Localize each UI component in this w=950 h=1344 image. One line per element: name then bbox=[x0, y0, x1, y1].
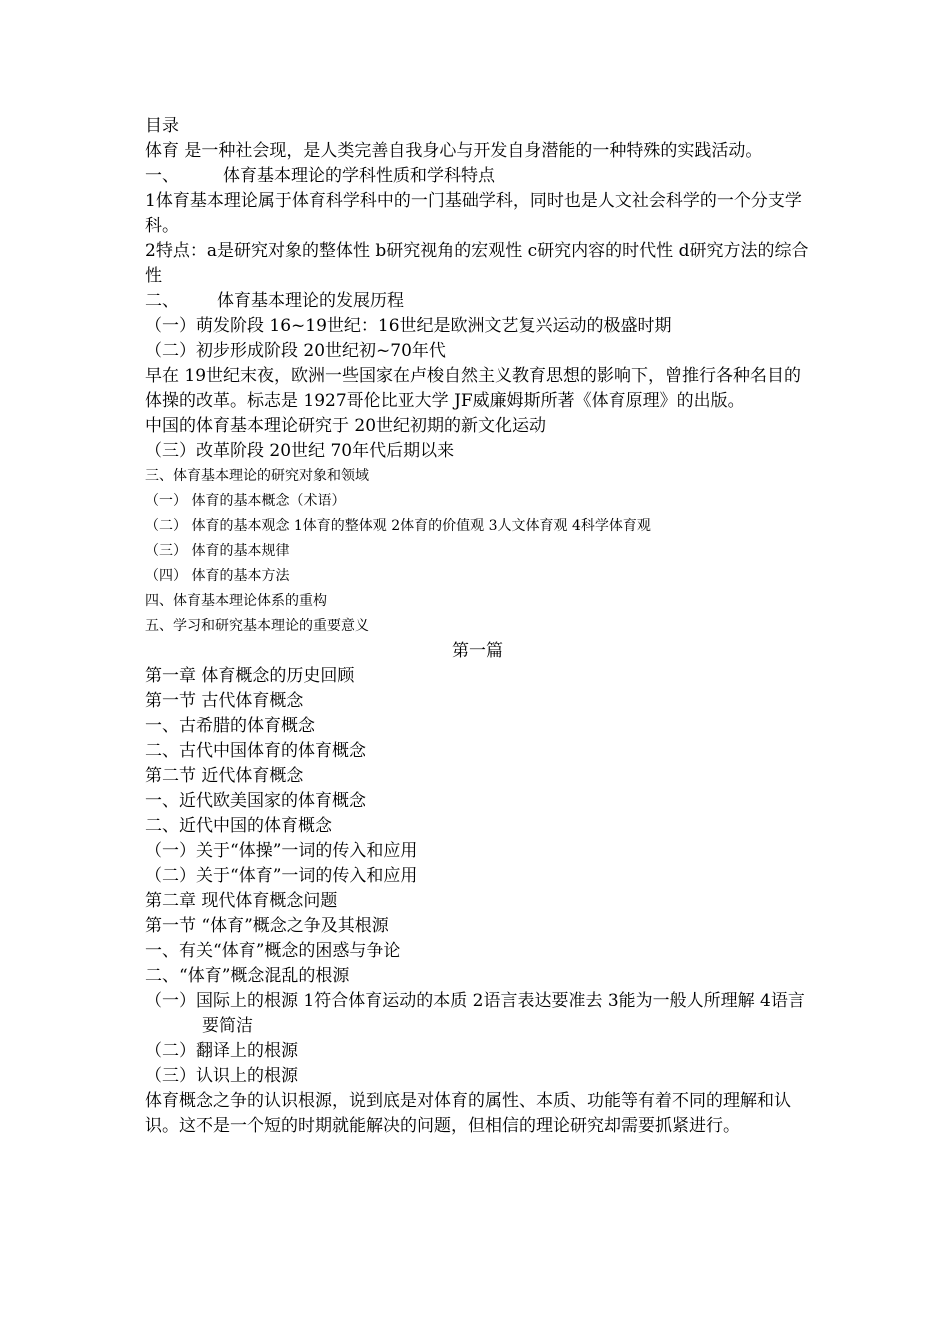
list-item: （三）认识上的根源 bbox=[145, 1066, 298, 1086]
subsection-heading: 第二节 近代体育概念 bbox=[145, 766, 304, 786]
paragraph: 中国的体育基本理论研究于 20世纪初期的新文化运动 bbox=[145, 416, 547, 436]
list-item: （二） 体育的基本观念 1体育的整体观 2体育的价值观 3人文体育观 4科学体育观 bbox=[145, 518, 651, 534]
part-title: 第一篇 bbox=[452, 641, 503, 661]
subsection-heading: 第一节 “体育”概念之争及其根源 bbox=[145, 916, 389, 936]
section-heading-5: 五、学习和研究基本理论的重要意义 bbox=[145, 618, 369, 634]
list-item: 二、古代中国体育的体育概念 bbox=[145, 741, 366, 761]
section-title: 体育基本理论的学科性质和学科特点 bbox=[223, 166, 495, 186]
list-item: （一）关于“体操”一词的传入和应用 bbox=[145, 841, 418, 861]
list-item: （一）萌发阶段 16~19世纪：16世纪是欧洲文艺复兴运动的极盛时期 bbox=[145, 316, 672, 336]
section-title: 体育基本理论的发展历程 bbox=[217, 291, 404, 311]
chapter-heading: 第一章 体育概念的历史回顾 bbox=[145, 666, 355, 686]
list-item: 一、有关“体育”概念的困惑与争论 bbox=[145, 941, 401, 961]
section-heading-1 bbox=[145, 164, 810, 189]
section-heading-4: 四、体育基本理论体系的重构 bbox=[145, 593, 327, 609]
paragraph: 体育概念之争的认识根源，说到底是对体育的属性、本质、功能等有着不同的理解和认识。这不是一个短的时期就能解决的问题，但相信的理论研究却需要抓紧进行。 bbox=[145, 1091, 791, 1136]
list-item: （二）关于“体育”一词的传入和应用 bbox=[145, 866, 418, 886]
list-item: （三）改革阶段 20世纪 70年代后期以来 bbox=[145, 441, 455, 461]
toc-heading: 目录 bbox=[145, 116, 179, 136]
list-item: 一、古希腊的体育概念 bbox=[145, 716, 315, 736]
chapter-heading: 第二章 现代体育概念问题 bbox=[145, 891, 338, 911]
list-item: 二、“体育”概念混乱的根源 bbox=[145, 966, 350, 986]
list-item: （二）翻译上的根源 bbox=[145, 1041, 298, 1061]
list-item: （一） 体育的基本概念（术语） bbox=[145, 493, 346, 509]
paragraph: 2特点：a是研究对象的整体性 b研究视角的宏观性 c研究内容的时代性 d研究方法的综合性 bbox=[145, 241, 809, 286]
definition-paragraph: 体育 是一种社会现，是人类完善自我身心与开发自身潜能的一种特殊的实践活动。 bbox=[145, 141, 763, 161]
list-item: （一）国际上的根源 1符合体育运动的本质 2语言表达要准去 3能为一般人所理解 4语言要简洁 bbox=[145, 991, 805, 1036]
subsection-heading: 第一节 古代体育概念 bbox=[145, 691, 304, 711]
paragraph: 早在 19世纪末夜，欧洲一些国家在卢梭自然主义教育思想的影响下，曾推行各种名目的体操的改革。标志是 1927哥伦比亚大学 JF威廉姆斯所著《体育原理》的出版。 bbox=[145, 366, 802, 411]
paragraph: 1体育基本理论属于体育科学科中的一门基础学科，同时也是人文社会科学的一个分支学科。 bbox=[145, 191, 802, 236]
list-item: 二、近代中国的体育概念 bbox=[145, 816, 332, 836]
document-body bbox=[145, 114, 810, 1139]
list-item: （三） 体育的基本规律 bbox=[145, 543, 290, 559]
section-number: 一、 bbox=[145, 166, 179, 186]
list-item: 一、近代欧美国家的体育概念 bbox=[145, 791, 366, 811]
list-item: （四） 体育的基本方法 bbox=[145, 568, 290, 584]
section-heading-3: 三、体育基本理论的研究对象和领域 bbox=[145, 468, 369, 484]
section-heading-2 bbox=[145, 289, 810, 314]
list-item: （二）初步形成阶段 20世纪初~70年代 bbox=[145, 341, 446, 361]
section-number: 二、 bbox=[145, 291, 179, 311]
